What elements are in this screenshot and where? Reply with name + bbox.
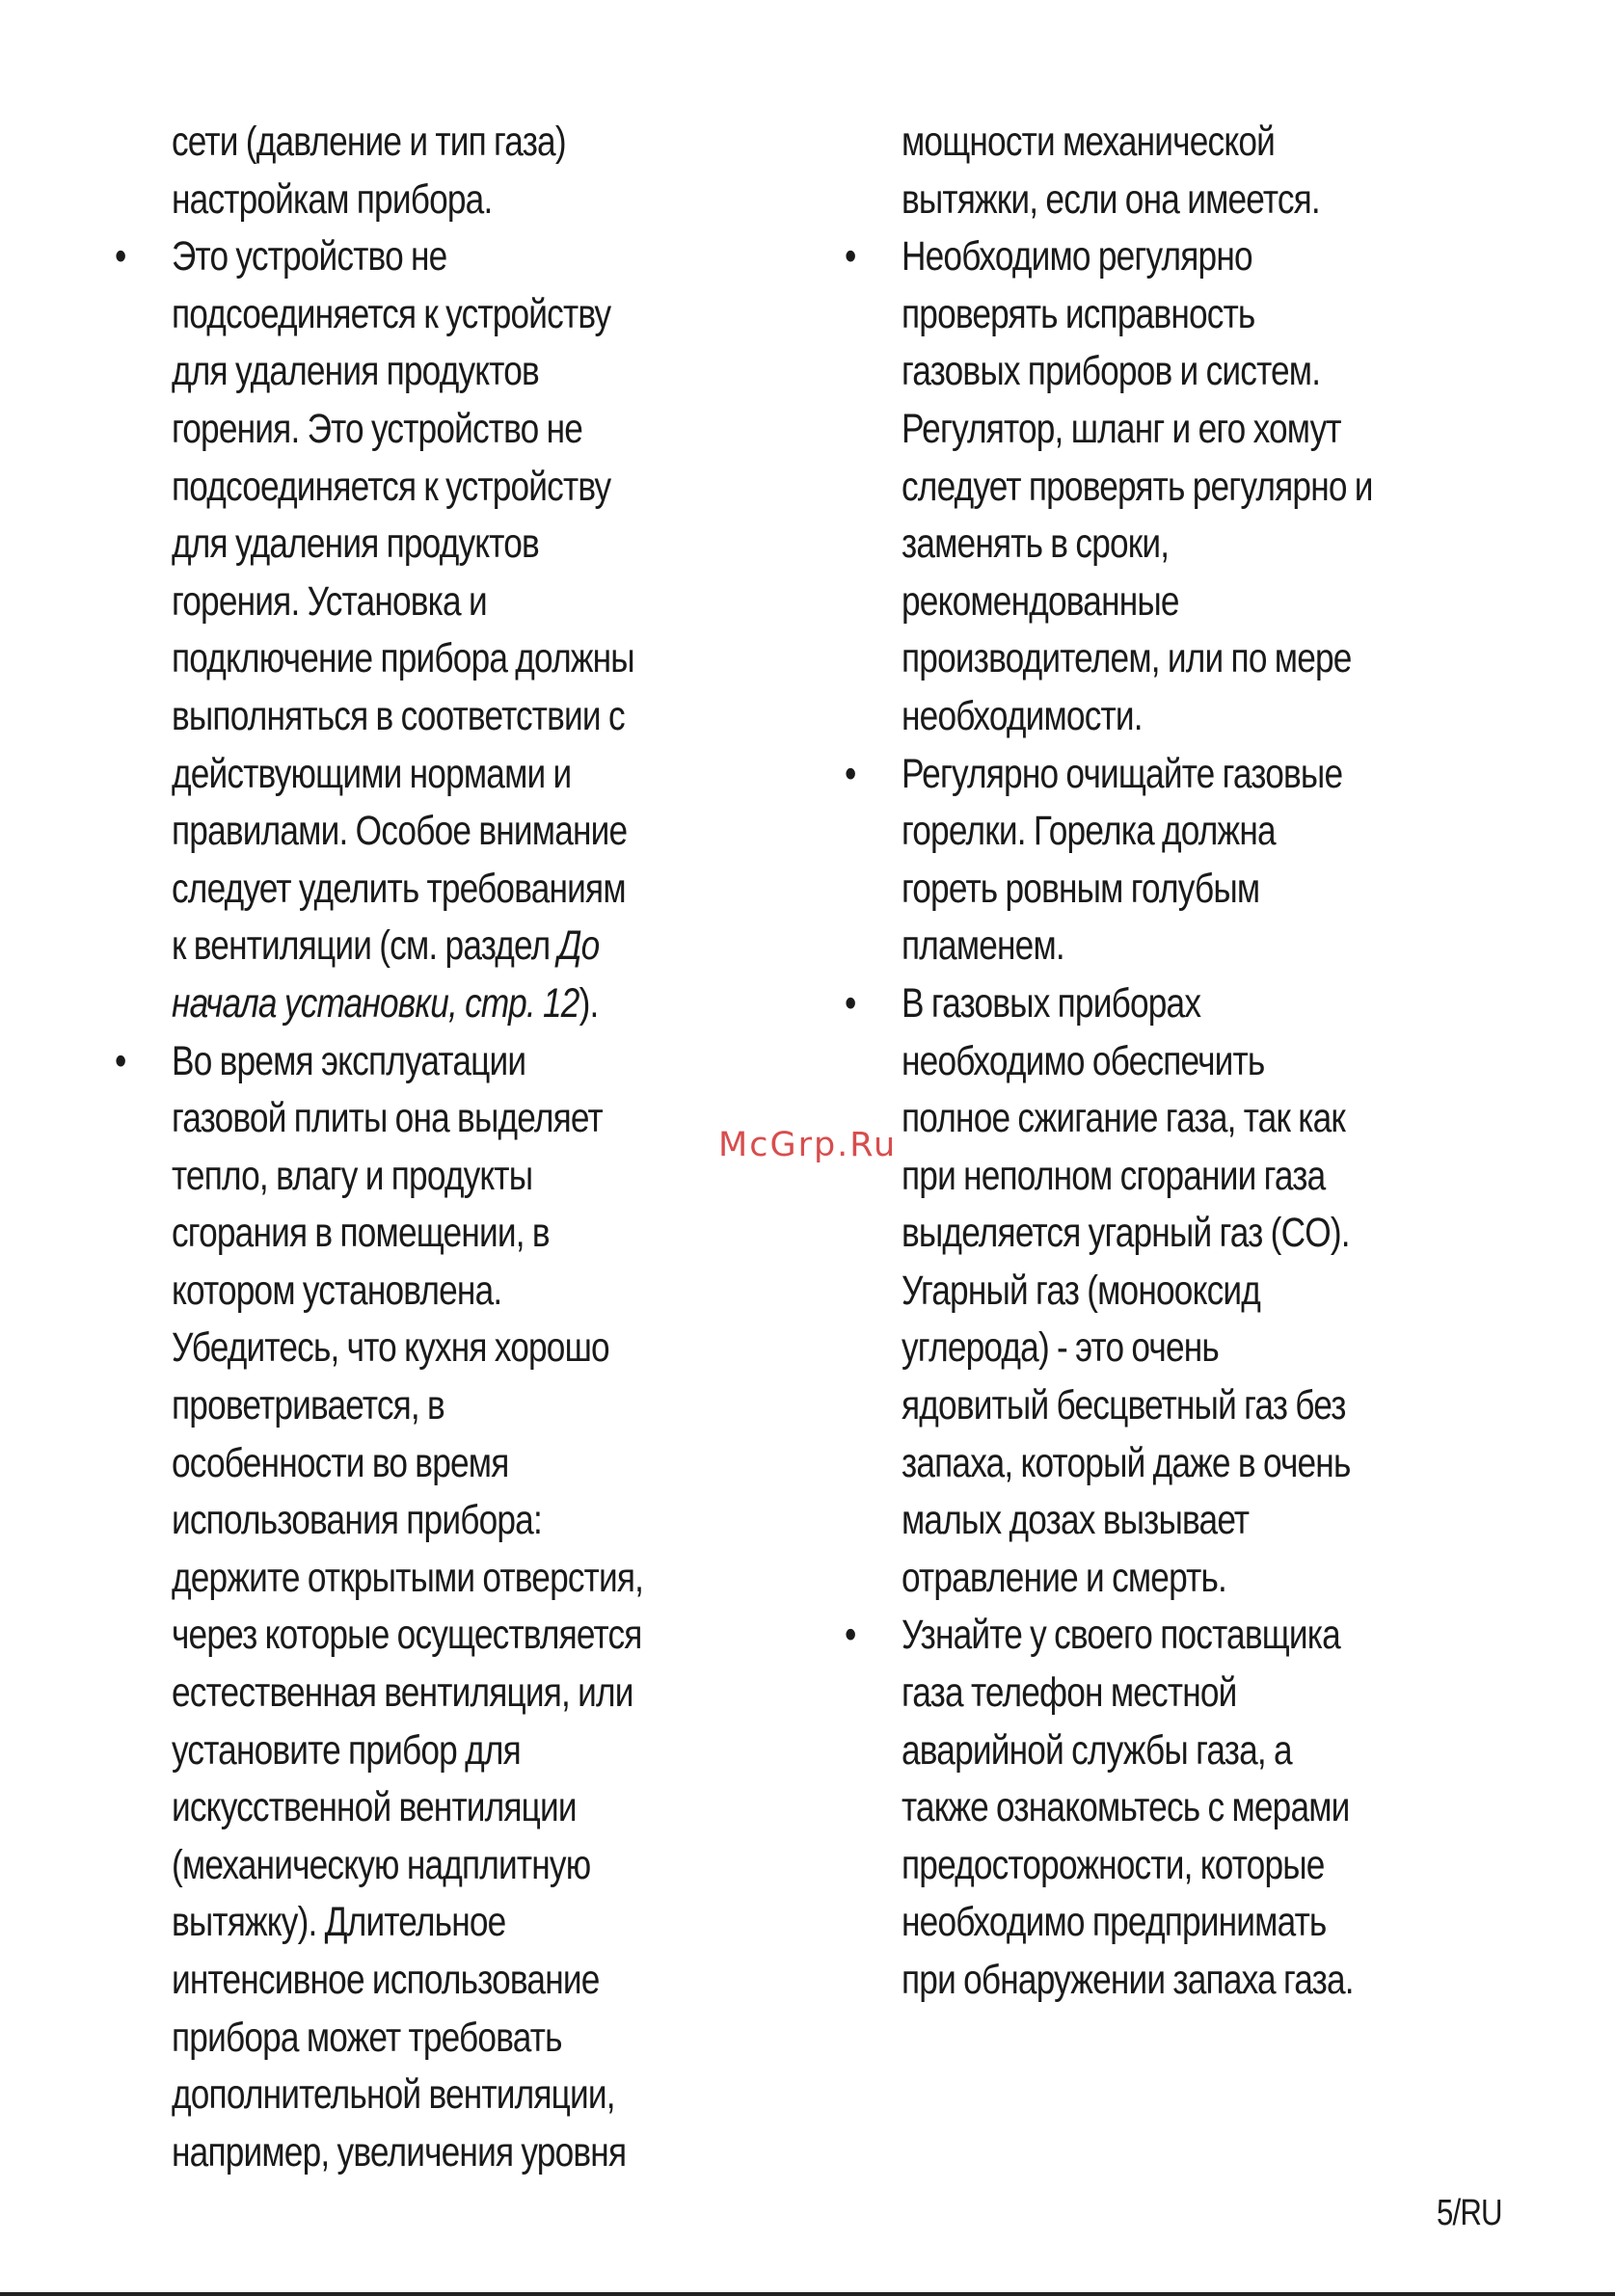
page-number: 5/RU bbox=[1437, 2193, 1502, 2233]
list-item-text: В газовых приборах необходимо обеспечить полное сжигание газа, так как при неполном сгорании газа выделяется угарный газ (CO). Угарный газ (монооксид углерода) - это очень ядовитый бесцветный газ без запаха, который даже в очень малых дозах вызывает отравление и смерть. bbox=[902, 979, 1351, 1601]
list-item bbox=[844, 228, 1538, 745]
bullet-icon: • bbox=[844, 750, 856, 797]
list-item-tail: ). bbox=[579, 979, 599, 1027]
watermark: McGrp.Ru bbox=[718, 1126, 898, 1164]
list-item bbox=[114, 1033, 808, 2182]
list-item-text: Регулярно очищайте газовые горелки. Горелка должна гореть ровным голубым пламенем. bbox=[902, 750, 1343, 970]
section-reference-link[interactable]: До начала установки, стр. 12 bbox=[172, 922, 600, 1027]
bullet-icon: • bbox=[844, 979, 856, 1027]
left-column bbox=[114, 114, 808, 2181]
bullet-icon: • bbox=[114, 1037, 126, 1084]
bottom-divider bbox=[0, 2292, 1615, 2296]
list-item bbox=[114, 228, 808, 1032]
list-item-text: Необходимо регулярно проверять исправность газовых приборов и систем. Регулятор, шланг и его хомут следует проверять регулярно и заменять в сроки, рекомендованные производителем, или по мере необходимости. bbox=[902, 233, 1373, 739]
list-item-body: Это устройство не подсоединяется к устройству для удаления продуктов горения. Это устройство не подсоединяется к устройству для удаления продуктов горения. Установка и подключение прибора должны выполняться в соответствии с действующими нормами и правилами. Особое внимание следует уделить требованиям к вентиляции (см. раздел bbox=[172, 233, 634, 970]
list-item bbox=[844, 1607, 1538, 2009]
left-continuation-text: сети (давление и тип газа) настройкам прибора. bbox=[172, 119, 566, 223]
list-item bbox=[844, 746, 1538, 975]
list-item-text: Во время эксплуатации газовой плиты она выделяет тепло, влагу и продукты сгорания в помещении, в котором установлена. Убедитесь, что кухня хорошо проветривается, в особенности во время использования прибора: держите открытыми отверстия, через которые осуществляется естественная вентиляция, или установите прибор для искусственной вентиляции (механическую надплитную вытяжку). Длительное интенсивное использование прибора может требовать дополнительной вентиляции, например, увеличения уровня bbox=[172, 1037, 644, 2176]
list-item-text: Узнайте у своего поставщика газа телефон местной аварийной службы газа, а также ознакомьтесь с мерами предосторожности, которые необходимо предпринимать при обнаружении запаха газа. bbox=[902, 1612, 1354, 2003]
bullet-icon: • bbox=[844, 1612, 856, 1659]
right-column bbox=[844, 114, 1538, 2010]
bullet-icon: • bbox=[114, 233, 126, 280]
right-continuation-text: мощности механической вытяжки, если она имеется. bbox=[902, 119, 1320, 223]
bullet-icon: • bbox=[844, 233, 856, 280]
list-item-text bbox=[172, 233, 634, 1027]
list-item bbox=[844, 975, 1538, 1608]
